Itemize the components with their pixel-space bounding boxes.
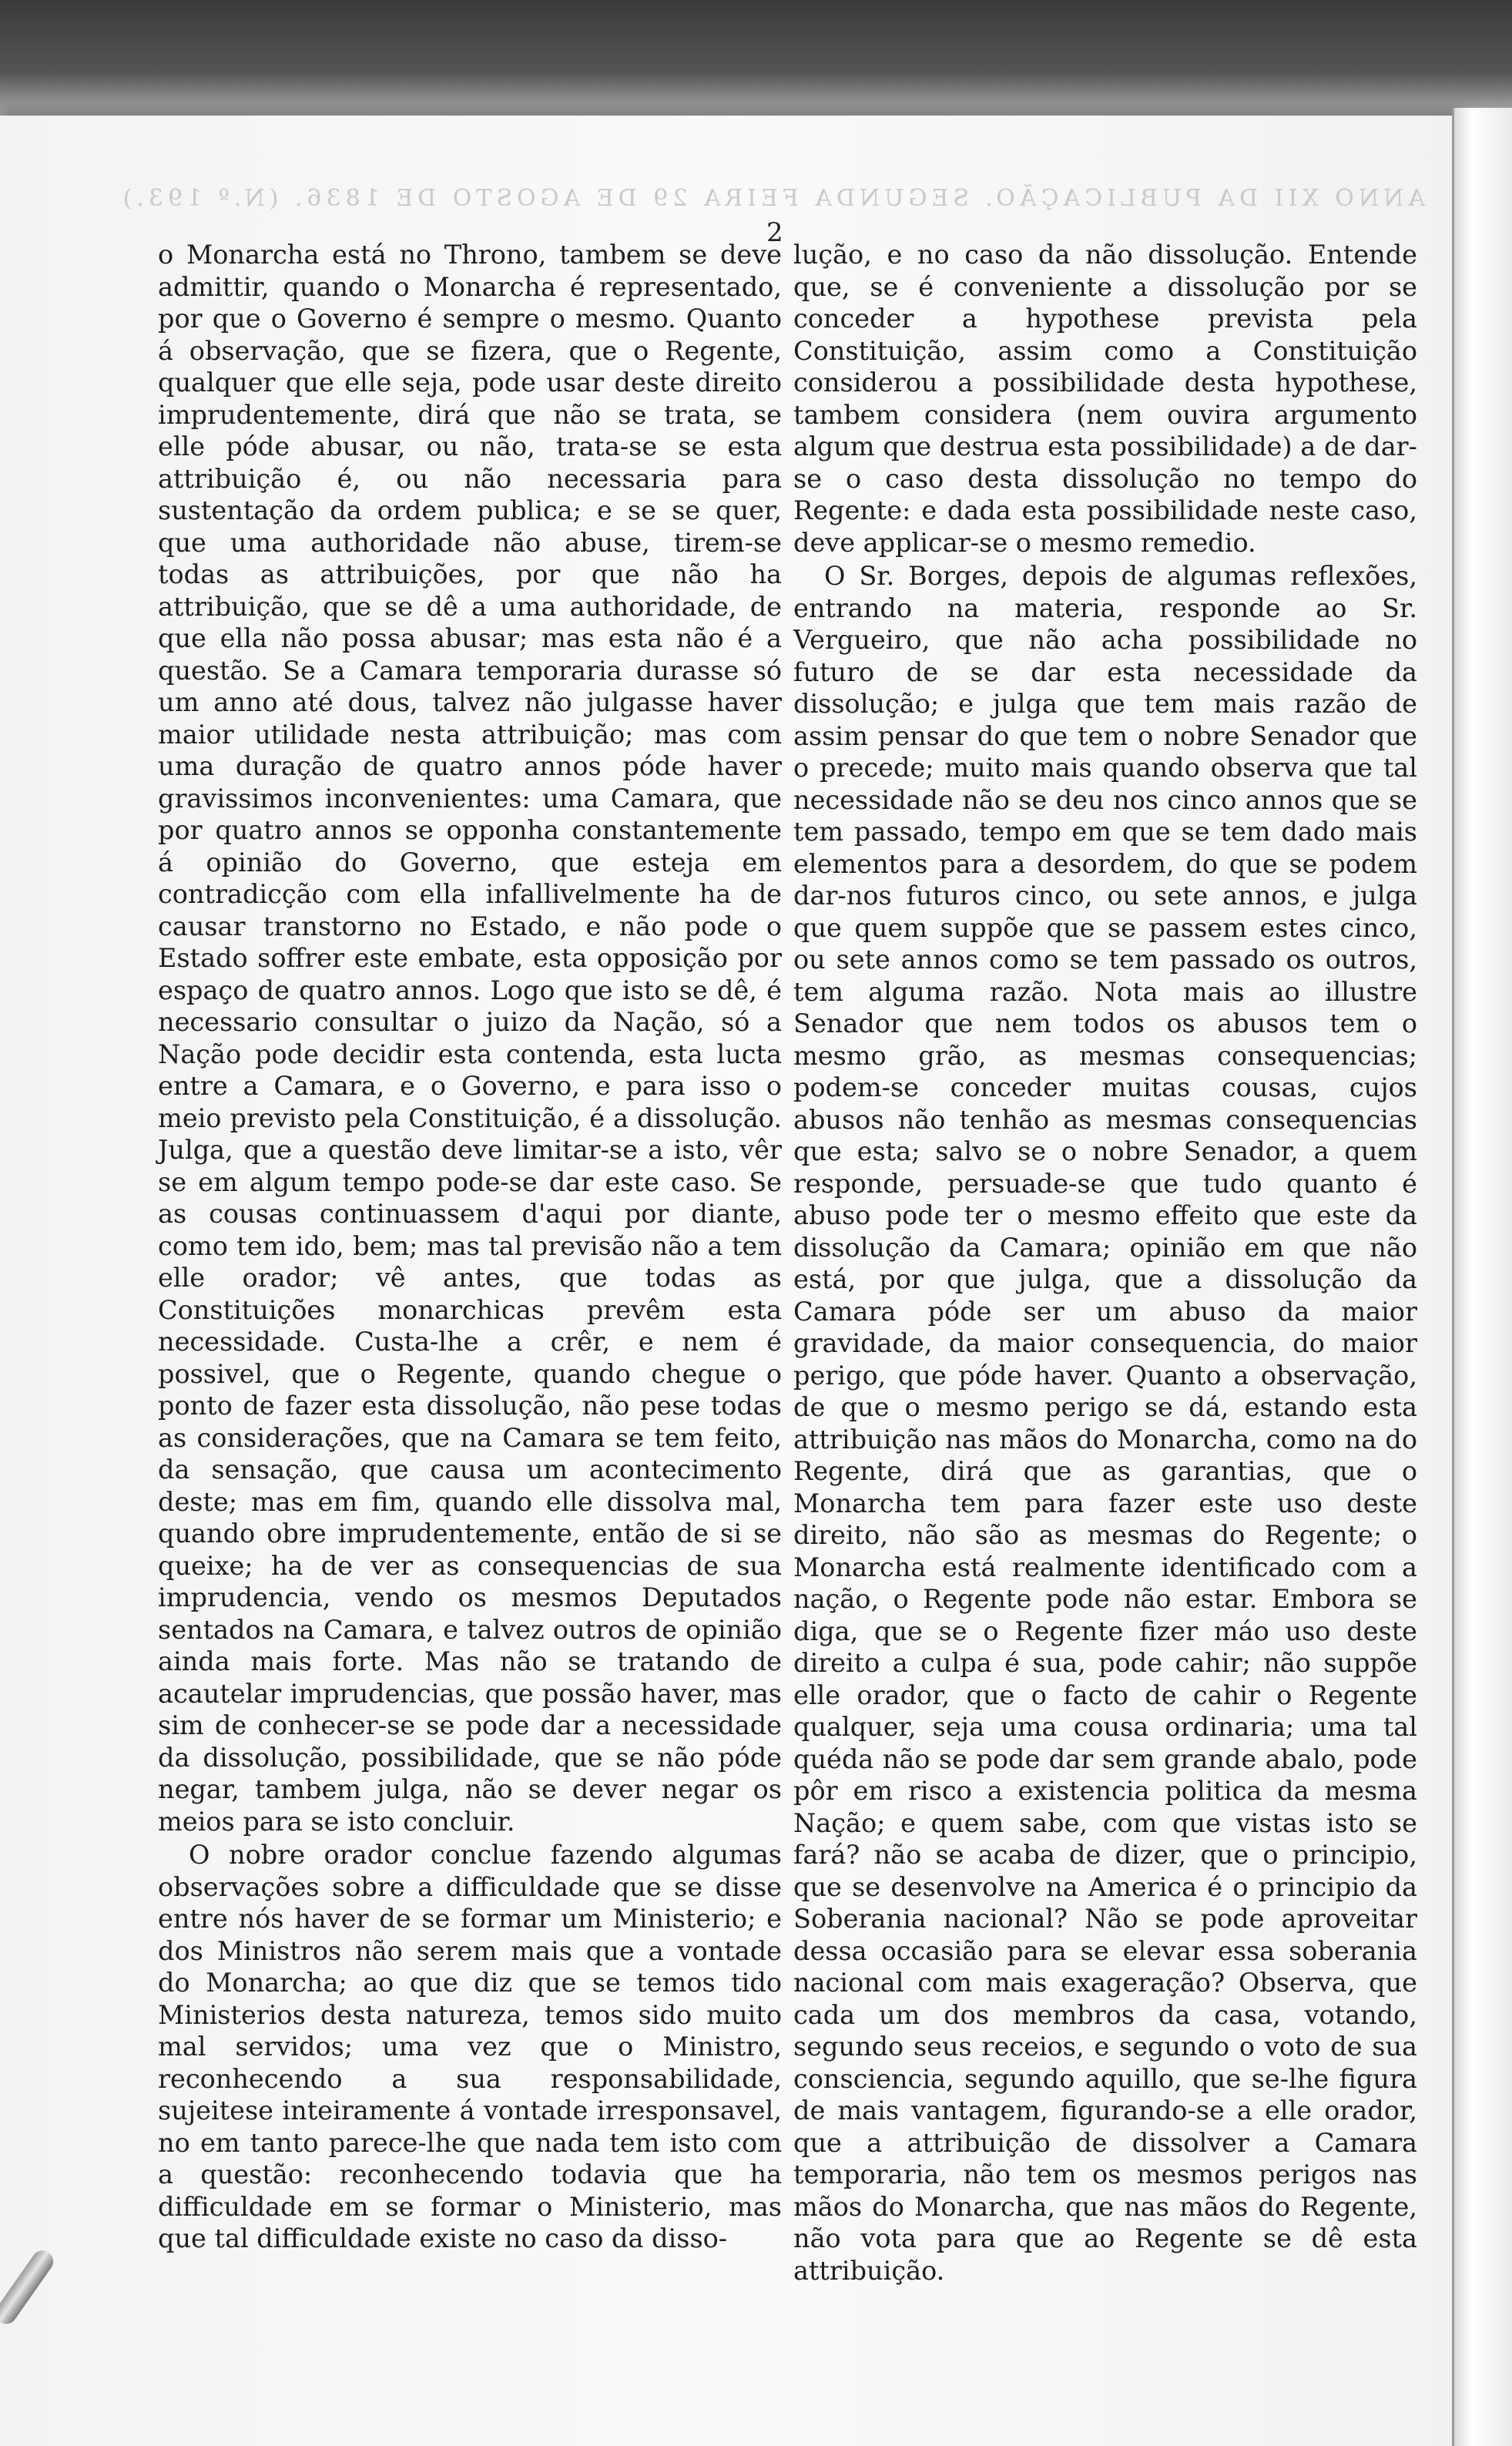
page-edge xyxy=(1452,108,1512,2446)
page-number: 2 xyxy=(766,217,783,248)
text-column-left xyxy=(158,239,782,2255)
bleed-through-header: ANNO XII DA PUBLICAÇÃO. SEGUNDA FEIRA 29 DE AGOSTO DE 1836. (N.º 193.) xyxy=(118,185,1425,212)
paragraph: o Monarcha está no Throno, tambem se deve admittir, quando o Monarcha é representado, por que o Governo é sempre o mesmo. Quanto á observação, que se fizera, que o Regente, qualquer que elle seja, pode usar deste direito imprudentemente, dirá que não se trata, se elle póde abusar, ou não, trata-se se esta attribuição é, ou não necessaria para sustentação da ordem publica; e se se quer, que uma authoridade não abuse, tirem-se todas as attribuições, por que não ha attribuição, que se dê a uma authoridade, de que ella não possa abusar; mas esta não é a questão. Se a Camara temporaria durasse só um anno até dous, talvez não julgasse haver maior utilidade nesta attribuição; mas com uma duração de quatro annos póde haver gravissimos inconvenientes: uma Camara, que por quatro annos se opponha constantemente á opinião do Governo, que esteja em contradicção com ella infallivelmente ha de causar transtorno no Estado, e não pode o Estado soffrer este embate, esta opposição por espaço de quatro annos. Logo que isto se dê, é necessario consultar o juizo da Nação, só a Nação pode decidir esta contenda, esta lucta entre a Camara, e o Governo, e para isso o meio previsto pela Constituição, é a dissolução. Julga, que a questão deve limitar-se a isto, vêr se em algum tempo pode-se dar este caso. Se as cousas continuassem d'aqui por diante, como tem ido, bem; mas tal previsão não a tem elle orador; vê antes, que todas as Constituições monarchicas prevêm esta necessidade. Custa-lhe a crêr, e nem é possivel, que o Regente, quando chegue o ponto de fazer esta dissolução, não pese todas as considerações, que na Camara se tem feito, da sensação, que causa um acontecimento deste; mas em fim, quando elle dissolva mal, quando obre imprudentemente, então de si se queixe; ha de ver as consequencias de sua imprudencia, vendo os mesmos Deputados sentados na Camara, e talvez outros de opinião ainda mais forte. Mas não se tratando de acautelar imprudencias, que possão haver, mas sim de conhecer-se se pode dar a necessidade da dissolução, possibilidade, que se não póde negar, tambem julga, não se dever negar os meios para se isto concluir. xyxy=(158,240,782,1837)
paragraph: O Sr. Borges, depois de algumas reflexões, entrando na materia, responde ao Sr. Vergueiro, que não acha possibilidade no futuro de se dar esta necessidade da dissolução; e julga que tem mais razão de assim pensar do que tem o nobre Senador que o precede; muito mais quando observa que tal necessidade não se deu nos cinco annos que se tem passado, tempo em que se tem dado mais elementos para a desordem, do que se podem dar-nos futuros cinco, ou sete annos, e julga que quem suppõe que se passem estes cinco, ou sete annos como se tem passado os outros, tem alguma razão. Nota mais ao illustre Senador que nem todos os abusos tem o mesmo grão, as mesmas consequencias; podem-se conceder muitas cousas, cujos abusos não tenhão as mesmas consequencias que esta; salvo se o nobre Senador, a quem responde, persuade-se que tudo quanto é abuso pode ter o mesmo effeito que este da dissolução da Camara; opinião em que não está, por que julga, que a dissolução da Camara póde ser um abuso da maior gravidade, da maior consequencia, do maior perigo, que póde haver. Quanto a observação, de que o mesmo perigo se dá, estando esta attribuição nas mãos do Monarcha, como na do Regente, dirá que as garantias, que o Monarcha tem para fazer este uso deste direito, não são as mesmas do Regente; o Monarcha está realmente identificado com a nação, o Regente pode não estar. Embora se diga, que se o Regente fizer máo uso deste direito a culpa é sua, pode cahir; não suppõe elle orador, que o facto de cahir o Regente qualquer, seja uma cousa ordinaria; uma tal quéda não se pode dar sem grande abalo, pode pôr em risco a existencia politica da mesma Nação; e quem sabe, com que vistas isto se fará? não se acaba de dizer, que o principio, que se desenvolve na America é o principio da Soberania nacional? Não se pode aproveitar dessa occasião para se elevar essa soberania nacional com mais exageração? Observa, que cada um dos membros da casa, votando, segundo seus receios, e segundo o voto de sua consciencia, segundo aquillo, que se-lhe figura de mais vantagem, figurando-se a elle orador, que a attribuição de dissolver a Camara temporaria, não tem os mesmos perigos nas mãos do Monarcha, que nas mãos do Regente, não vota para que ao Regente se dê esta attribuição. xyxy=(793,561,1417,2286)
paragraph: lução, e no caso da não dissolução. Entende que, se é conveniente a dissolução por se conceder a hypothese prevista pela Constituição, assim como a Constituição considerou a possibilidade desta hypothese, tambem considera (nem ouvira argumento algum que destrua esta possibilidade) a de dar-se o caso desta dissolução no tempo do Regente: e dada esta possibilidade neste caso, deve applicar-se o mesmo remedio. xyxy=(793,240,1417,558)
paragraph: O nobre orador conclue fazendo algumas observações sobre a difficuldade que se disse entre nós haver de se formar um Ministerio; e dos Ministros não serem mais que a vontade do Monarcha; ao que diz que se temos tido Ministerios desta natureza, temos sido muito mal servidos; uma vez que o Ministro, reconhecendo a sua responsabilidade, sujeitese inteiramente á vontade irresponsavel, no em tanto parece-lhe que nada tem isto com a questão: reconhecendo todavia que ha difficuldade em se formar o Ministerio, mas que tal difficuldade existe no caso da disso- xyxy=(158,1840,782,2253)
text-column-right xyxy=(793,239,1417,2287)
